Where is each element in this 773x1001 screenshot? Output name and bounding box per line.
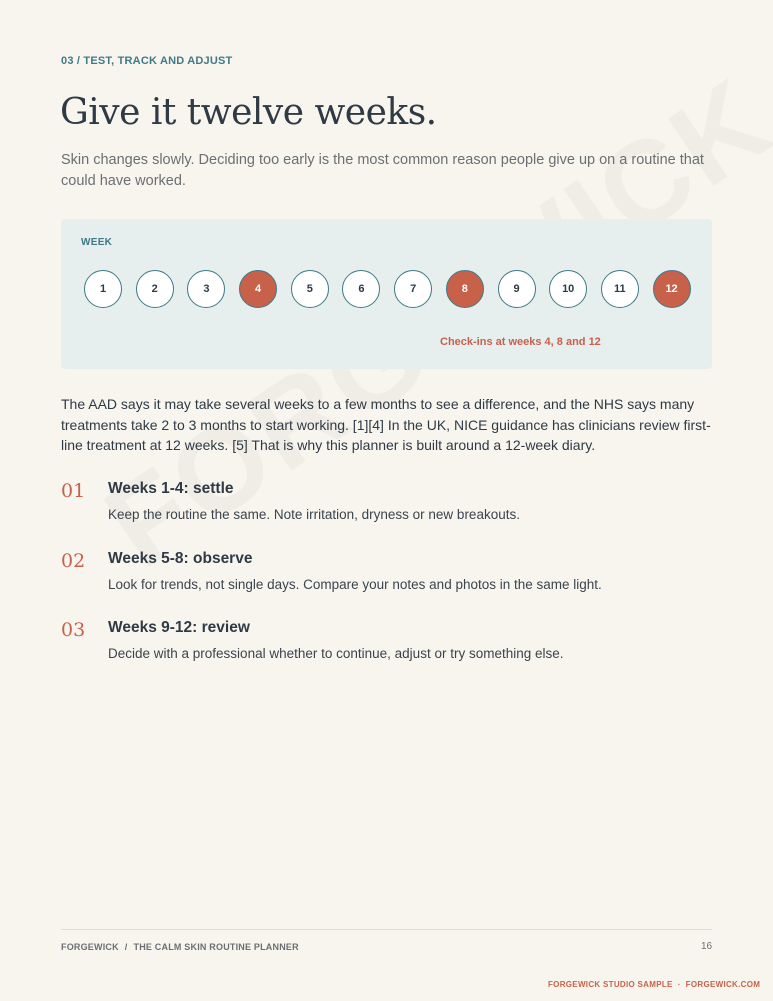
checkin-note: Check-ins at weeks 4, 8 and 12 bbox=[440, 336, 601, 348]
week-circle: 10 bbox=[549, 270, 587, 308]
section-kicker: 03 / TEST, TRACK AND ADJUST bbox=[61, 55, 233, 67]
footer-brand: FORGEWICK bbox=[61, 942, 119, 952]
week-circle: 2 bbox=[136, 270, 174, 308]
page-title: Give it twelve weeks. bbox=[60, 92, 437, 133]
footer-divider bbox=[61, 929, 712, 930]
step-number: 03 bbox=[61, 619, 86, 641]
week-circle: 9 bbox=[498, 270, 536, 308]
week-circle: 1 bbox=[84, 270, 122, 308]
sample-url: FORGEWICK.COM bbox=[685, 980, 761, 989]
sample-label: FORGEWICK STUDIO SAMPLE bbox=[548, 980, 673, 989]
step-number: 01 bbox=[61, 480, 86, 502]
body-paragraph: The AAD says it may take several weeks to a few months to see a difference, and the NHS says many treatments take 2 to 3 months to start working. [1][4] In the UK, NICE guidance has clinicians review first-line treatment at 12 weeks. [5] That is why this planner is built around a 12-week diary. bbox=[61, 396, 711, 453]
week-circle: 3 bbox=[187, 270, 225, 308]
week-tracker-card bbox=[61, 219, 712, 369]
sample-dot: · bbox=[677, 980, 681, 989]
page-number: 16 bbox=[701, 941, 713, 952]
step-title: Weeks 1-4: settle bbox=[108, 480, 234, 497]
sample-banner bbox=[548, 980, 760, 989]
step-description: Decide with a professional whether to continue, adjust or try something else. bbox=[108, 646, 564, 661]
step-number: 02 bbox=[61, 550, 86, 572]
week-circle: 6 bbox=[342, 270, 380, 308]
footer-running-title bbox=[61, 942, 299, 952]
week-circle: 7 bbox=[394, 270, 432, 308]
week-circle: 11 bbox=[601, 270, 639, 308]
week-circle: 5 bbox=[291, 270, 329, 308]
step-description: Look for trends, not single days. Compare your notes and photos in the same light. bbox=[108, 577, 602, 592]
footer-separator: / bbox=[124, 942, 128, 952]
intro-paragraph: Skin changes slowly. Deciding too early is the most common reason people give up on a routine that could have worked. bbox=[61, 152, 704, 189]
week-circle-row bbox=[84, 270, 691, 308]
week-circle-checkin: 12 bbox=[653, 270, 691, 308]
step-title: Weeks 5-8: observe bbox=[108, 550, 253, 567]
step-title: Weeks 9-12: review bbox=[108, 619, 250, 636]
step-description: Keep the routine the same. Note irritation, dryness or new breakouts. bbox=[108, 507, 520, 522]
week-circle-checkin: 4 bbox=[239, 270, 277, 308]
week-circle-checkin: 8 bbox=[446, 270, 484, 308]
footer-doc-title: THE CALM SKIN ROUTINE PLANNER bbox=[133, 942, 299, 952]
week-label: WEEK bbox=[81, 237, 113, 248]
